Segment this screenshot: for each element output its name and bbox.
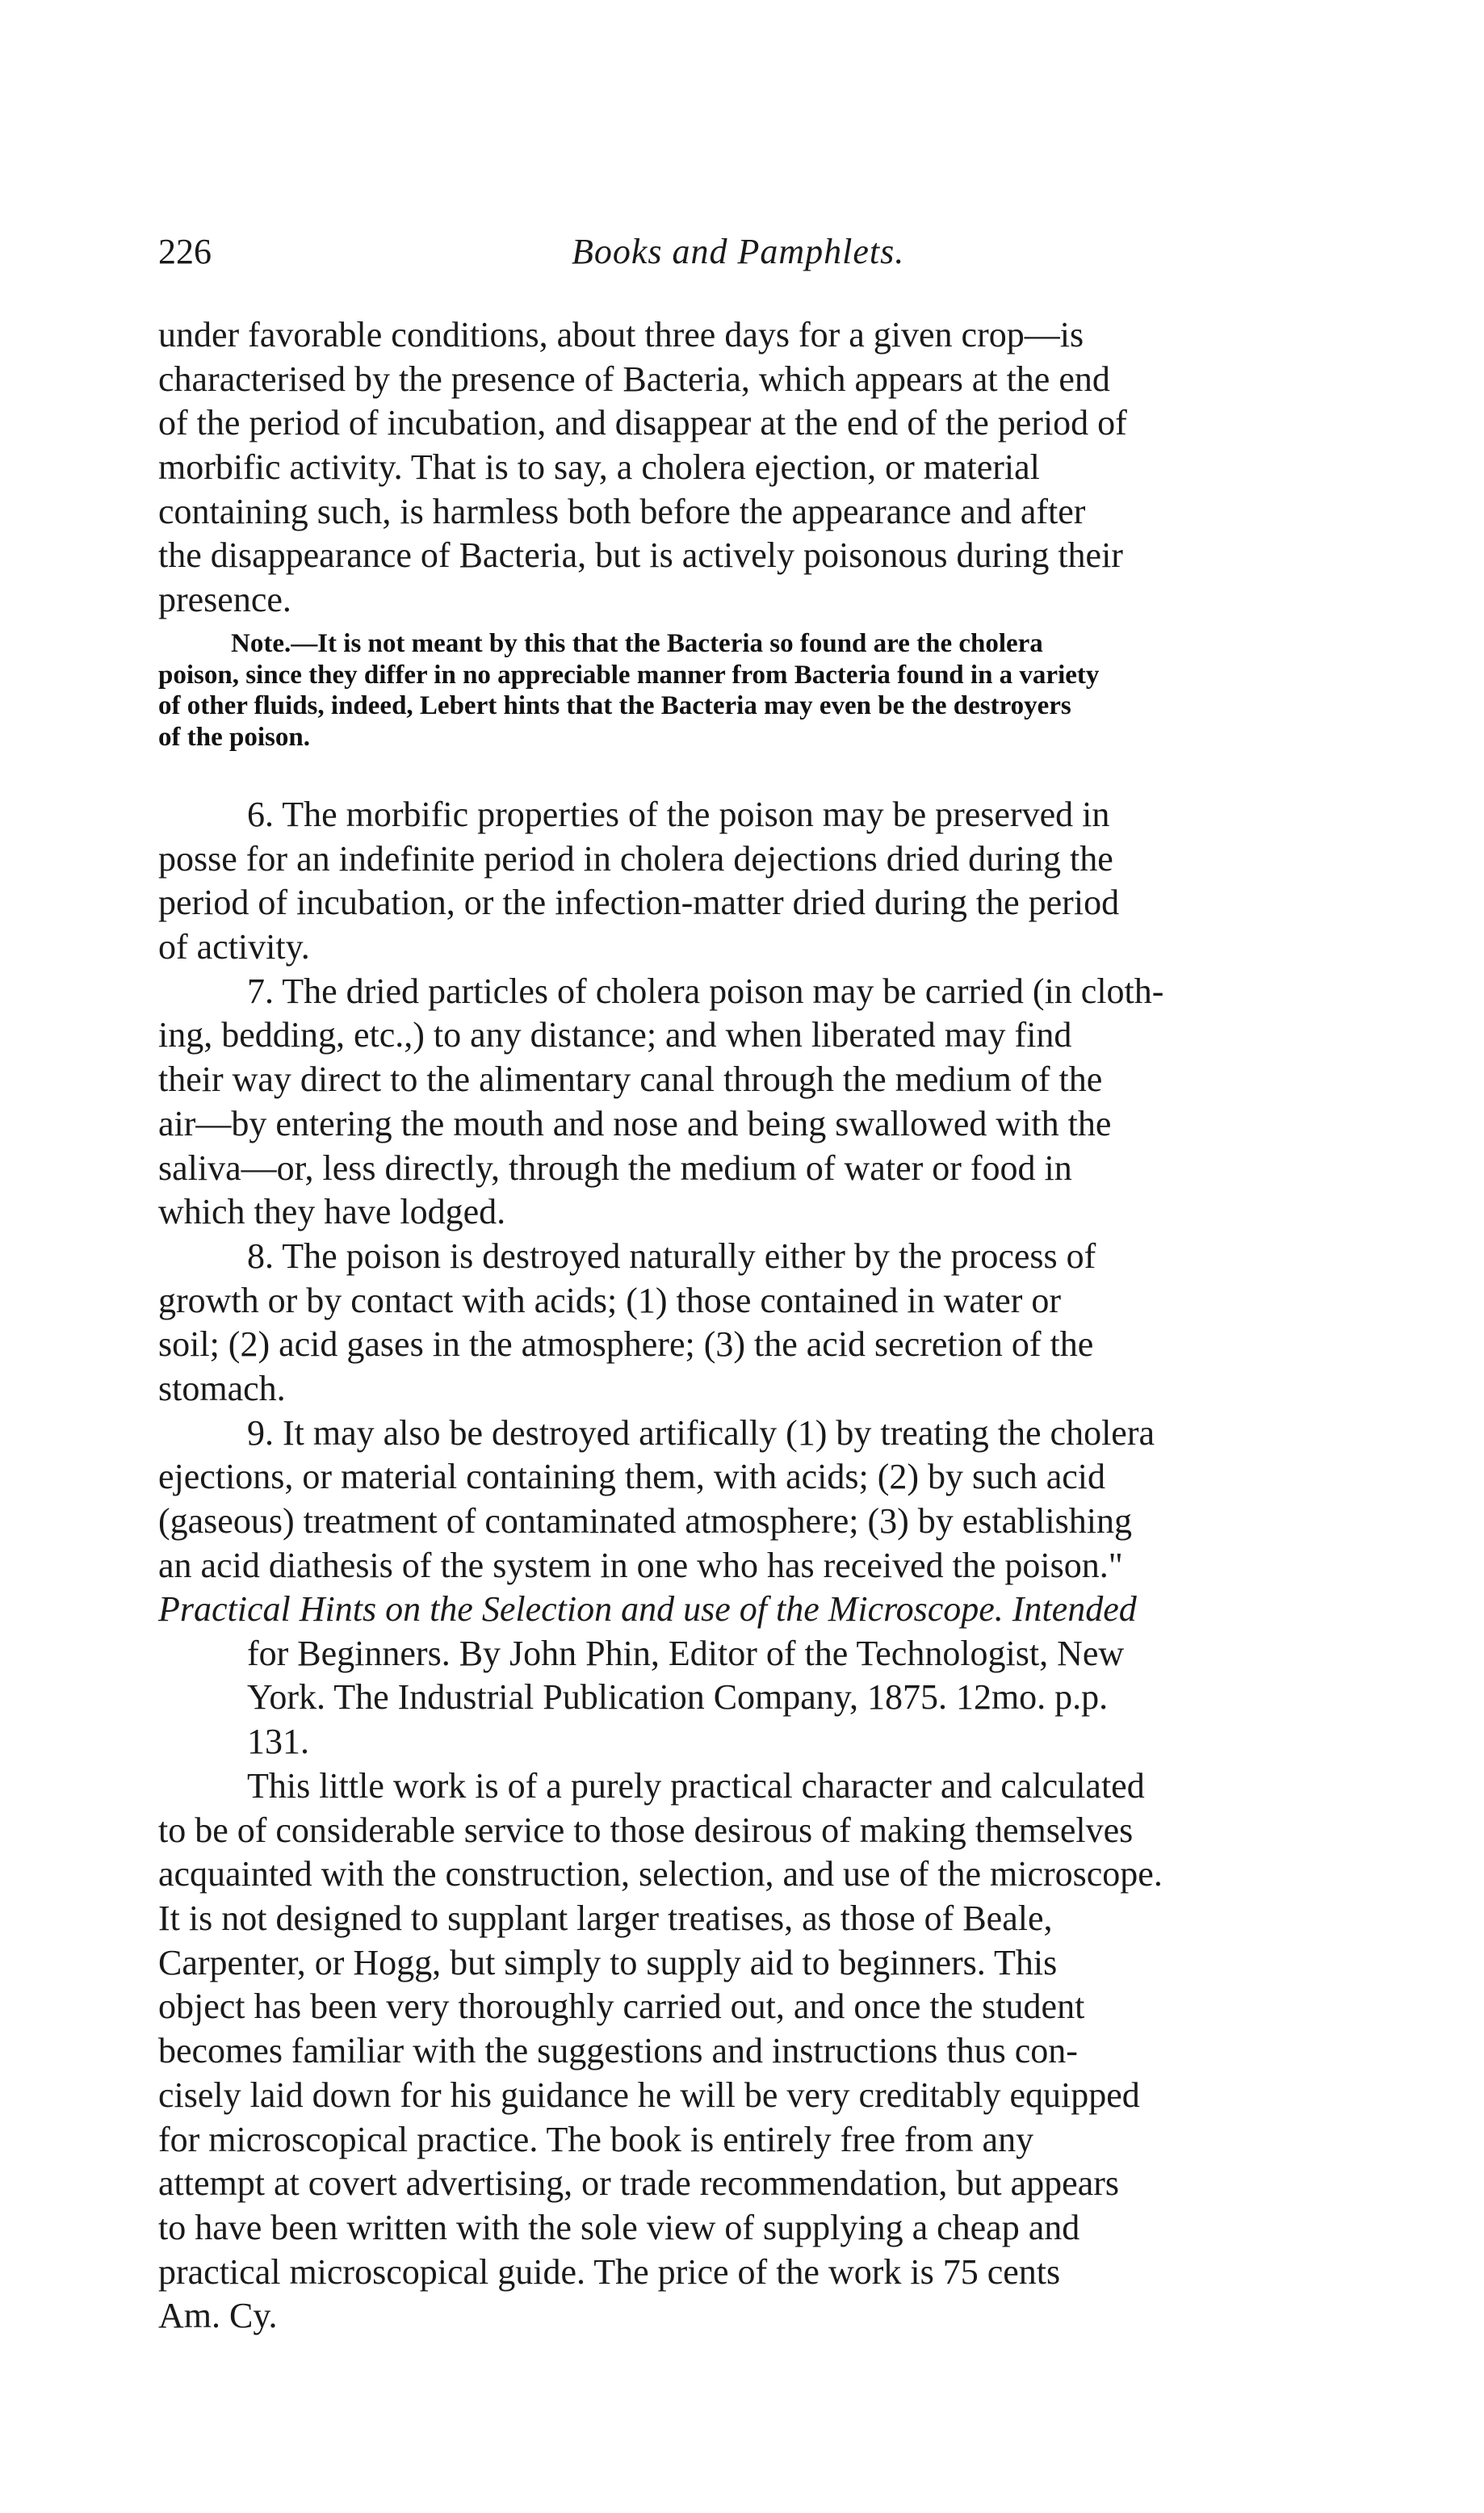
numbered-items bbox=[158, 793, 1418, 1588]
text-line: Carpenter, or Hogg, but simply to supply aid to beginners. This bbox=[158, 1942, 1058, 1982]
text-line: posse for an indefinite period in cholera dejections dried during the bbox=[158, 838, 1113, 879]
text-line: 7. The dried particles of cholera poison may be carried (in cloth- bbox=[247, 971, 1164, 1011]
text-line: of activity. bbox=[158, 927, 310, 967]
text-line: This little work is of a purely practical character and calculated bbox=[247, 1766, 1145, 1806]
text-line: It is not designed to supplant larger treatises, as those of Beale, bbox=[158, 1898, 1053, 1939]
text-line: stomach. bbox=[158, 1368, 286, 1408]
text-line: saliva—or, less directly, through the medium of water or food in bbox=[158, 1147, 1072, 1188]
text-line: characterised by the presence of Bacteria, which appears at the end bbox=[158, 359, 1110, 399]
text-line: under favorable conditions, about three days for a given crop—is bbox=[158, 315, 1084, 355]
text-line: 6. The morbific properties of the poison may be preserved in bbox=[247, 795, 1110, 834]
review-paragraph bbox=[158, 1764, 1418, 2339]
citation-line: 131. bbox=[247, 1722, 309, 1762]
note-line: of other fluids, indeed, Lebert hints that the Bacteria may even be the destroyers bbox=[158, 691, 1071, 721]
note-line: poison, since they differ in no appreciable manner from Bacteria found in a variety bbox=[158, 660, 1100, 690]
text-line: containing such, is harmless both before the appearance and after bbox=[158, 491, 1086, 531]
text-line: Am. Cy. bbox=[158, 2296, 278, 2336]
text-line: morbific activity. That is to say, a cholera ejection, or material bbox=[158, 447, 1040, 488]
paragraph-top bbox=[158, 313, 1418, 623]
text-line: the disappearance of Bacteria, but is actively poisonous during their bbox=[158, 535, 1123, 576]
citation-line: York. The Industrial Publication Company, 1875. 12mo. p.p. bbox=[247, 1677, 1109, 1718]
text-line: acquainted with the construction, selection, and use of the microscope. bbox=[158, 1854, 1163, 1894]
page-header bbox=[158, 228, 1418, 284]
text-line: an acid diathesis of the system in one who has received the poison." bbox=[158, 1545, 1123, 1585]
note-line: of the poison. bbox=[158, 723, 310, 753]
text-line: which they have lodged. bbox=[158, 1192, 506, 1232]
text-line: to have been written with the sole view of supplying a cheap and bbox=[158, 2207, 1080, 2247]
page-number: 226 bbox=[158, 232, 212, 271]
text-line: ing, bedding, etc.,) to any distance; and when liberated may find bbox=[158, 1015, 1072, 1055]
text-line: attempt at covert advertising, or trade recommendation, but appears bbox=[158, 2163, 1119, 2204]
book-citation bbox=[158, 1588, 1418, 1764]
text-line: 8. The poison is destroyed naturally either by the process of bbox=[247, 1236, 1096, 1276]
text-line: growth or by contact with acids; (1) those contained in water or bbox=[158, 1280, 1062, 1320]
text-line: of the period of incubation, and disappear at the end of the period of bbox=[158, 403, 1127, 443]
text-line: ejections, or material containing them, with acids; (2) by such acid bbox=[158, 1457, 1105, 1497]
text-line: their way direct to the alimentary canal through the medium of the bbox=[158, 1059, 1103, 1100]
text-line: period of incubation, or the infection-matter dried during the period bbox=[158, 883, 1120, 923]
text-line: for microscopical practice. The book is entirely free from any bbox=[158, 2119, 1034, 2159]
text-line: cisely laid down for his guidance he will be very creditably equipped bbox=[158, 2075, 1140, 2115]
text-line: 9. It may also be destroyed artifically (1) by treating the cholera bbox=[247, 1412, 1155, 1453]
citation-line: Practical Hints on the Selection and use of the Microscope. Intended bbox=[158, 1589, 1137, 1629]
text-line: air—by entering the mouth and nose and being swallowed with the bbox=[158, 1103, 1112, 1143]
text-line: practical microscopical guide. The price of the work is 75 cents bbox=[158, 2251, 1061, 2292]
text-line: (gaseous) treatment of contaminated atmosphere; (3) by establishing bbox=[158, 1501, 1132, 1541]
note-line: Note.—It is not meant by this that the Bacteria so found are the cholera bbox=[231, 629, 1043, 658]
running-title: Books and Pamphlets. bbox=[572, 232, 905, 271]
text-line: object has been very thoroughly carried out, and once the student bbox=[158, 1986, 1085, 2027]
footnote-block bbox=[158, 628, 1418, 753]
citation-line: for Beginners. By John Phin, Editor of the Technologist, New bbox=[247, 1633, 1125, 1673]
text-line: becomes familiar with the suggestions and instructions thus con- bbox=[158, 2031, 1078, 2071]
text-line: to be of considerable service to those desirous of making themselves bbox=[158, 1810, 1134, 1850]
text-line: presence. bbox=[158, 580, 291, 620]
text-line: soil; (2) acid gases in the atmosphere; (3) the acid secretion of the bbox=[158, 1324, 1094, 1365]
